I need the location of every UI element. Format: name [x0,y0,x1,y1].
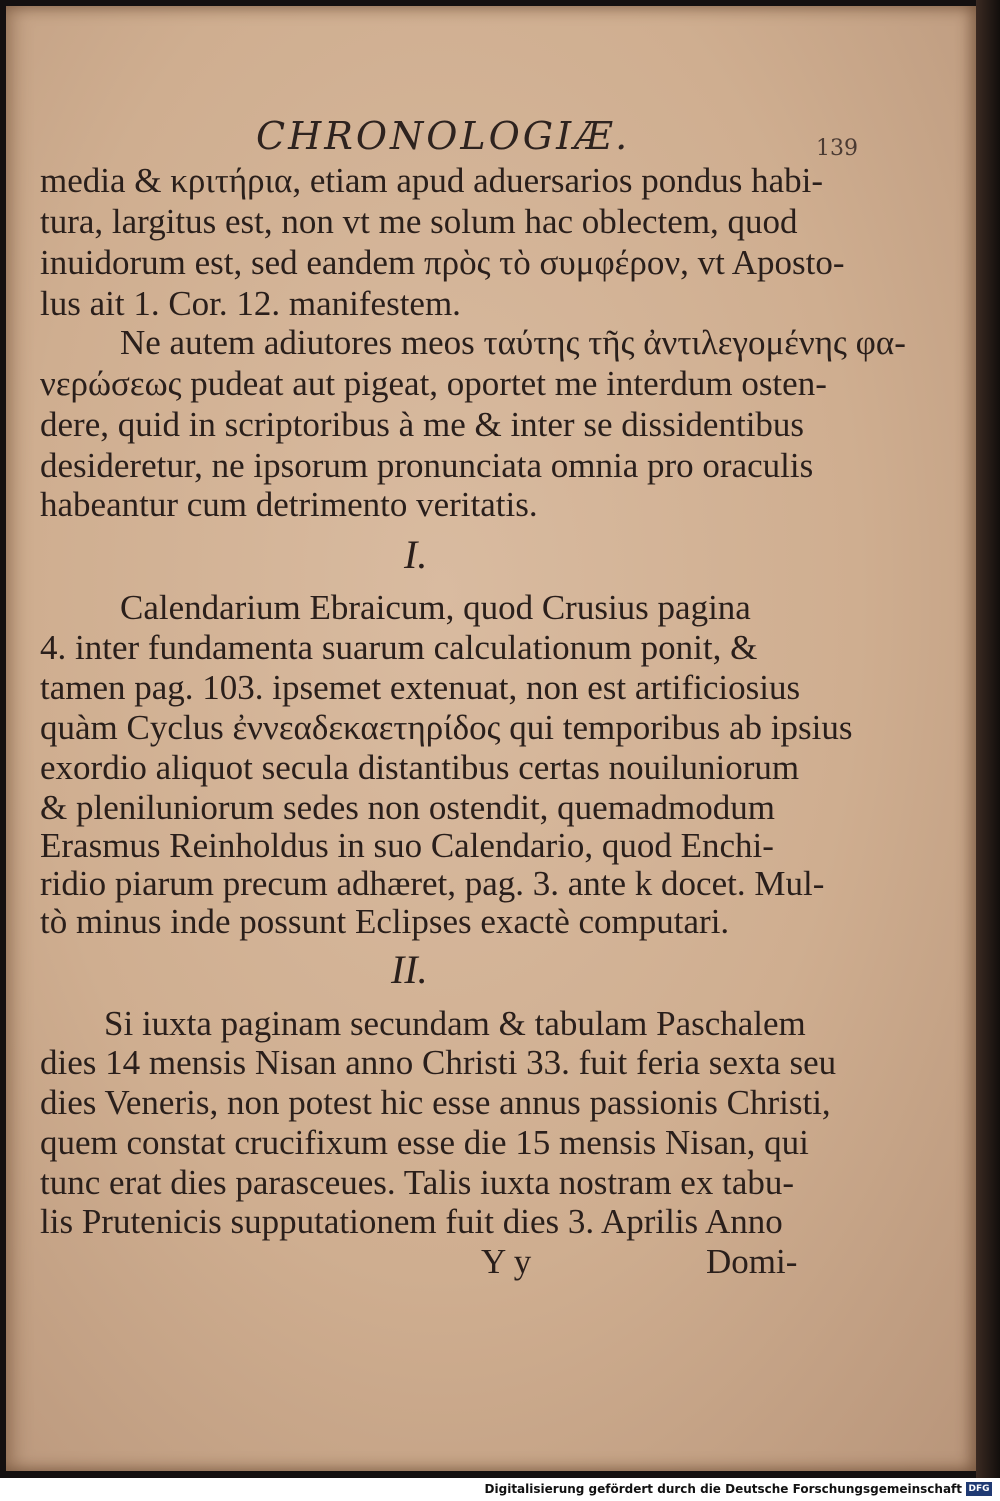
text-line: inuidorum est, sed eandem πρὸς τὸ συμφέρον, vt Aposto- [40,243,845,282]
text-line: exordio aliquot secula distantibus certas nouiluniorum [40,748,800,787]
text-line: νερώσεως pudeat aut pigeat, oportet me interdum osten- [40,364,827,403]
dfg-logo-icon: DFG [966,1482,992,1496]
text-line: lus ait 1. Cor. 12. manifestem. [40,284,461,323]
text-line: dere, quid in scriptoribus à me & inter se dissidentibus [40,405,805,444]
text-line: tò minus inde possunt Eclipses exactè computari. [40,902,730,941]
text-line: 4. inter fundamenta suarum calculationum ponit, & [40,628,758,667]
book-page [6,6,976,1471]
text-line: tamen pag. 103. ipsemet extenuat, non est artificiosius [40,668,801,707]
catchword: Domi- [706,1242,798,1281]
text-line: Calendarium Ebraicum, quod Crusius pagina [120,588,751,627]
page-edge [976,0,1000,1478]
text-line: quem constat crucifixum esse die 15 mensis Nisan, qui [40,1123,809,1162]
text-line: & pleniluniorum sedes non ostendit, quemadmodum [40,788,775,827]
page-number: 139 [816,136,858,161]
text-line: dies 14 mensis Nisan anno Christi 33. fuit feria sexta seu [40,1043,837,1082]
running-head-title: CHRONOLOGIÆ. [256,114,631,158]
text-line: ridio piarum precum adhæret, pag. 3. ante k docet. Mul- [40,864,825,903]
section-heading-2: II. [391,947,428,992]
text-line: tunc erat dies parasceues. Talis iuxta nostram ex tabu- [40,1163,795,1202]
signature-mark: Y y [481,1242,532,1281]
section-heading-1: I. [404,532,428,577]
text-line: media & κριτήρια, etiam apud aduersarios pondus habi- [40,161,824,200]
text-line: Ne autem adiutores meos ταύτης τῆς ἀντιλεγομένης φα- [120,323,906,362]
text-line: Si iuxta paginam secundam & tabulam Paschalem [104,1004,806,1043]
text-line: habeantur cum detrimento veritatis. [40,485,538,524]
text-line: desideretur, ne ipsorum pronunciata omnia pro oraculis [40,446,814,485]
footer-credit: Digitalisierung gefördert durch die Deutsche Forschungsgemeinschaft [484,1482,962,1496]
text-line: Erasmus Reinholdus in suo Calendario, quod Enchi- [40,826,774,865]
text-line: tura, largitus est, non vt me solum hac oblectem, quod [40,202,798,241]
text-line: lis Prutenicis supputationem fuit dies 3. Aprilis Anno [40,1202,783,1241]
footer-bar [0,1478,1000,1501]
text-line: dies Veneris, non potest hic esse annus passionis Christi, [40,1083,831,1122]
running-head [6,114,976,164]
text-line: quàm Cyclus ἐννεαδεκαετηρίδος qui temporibus ab ipsius [40,708,853,747]
